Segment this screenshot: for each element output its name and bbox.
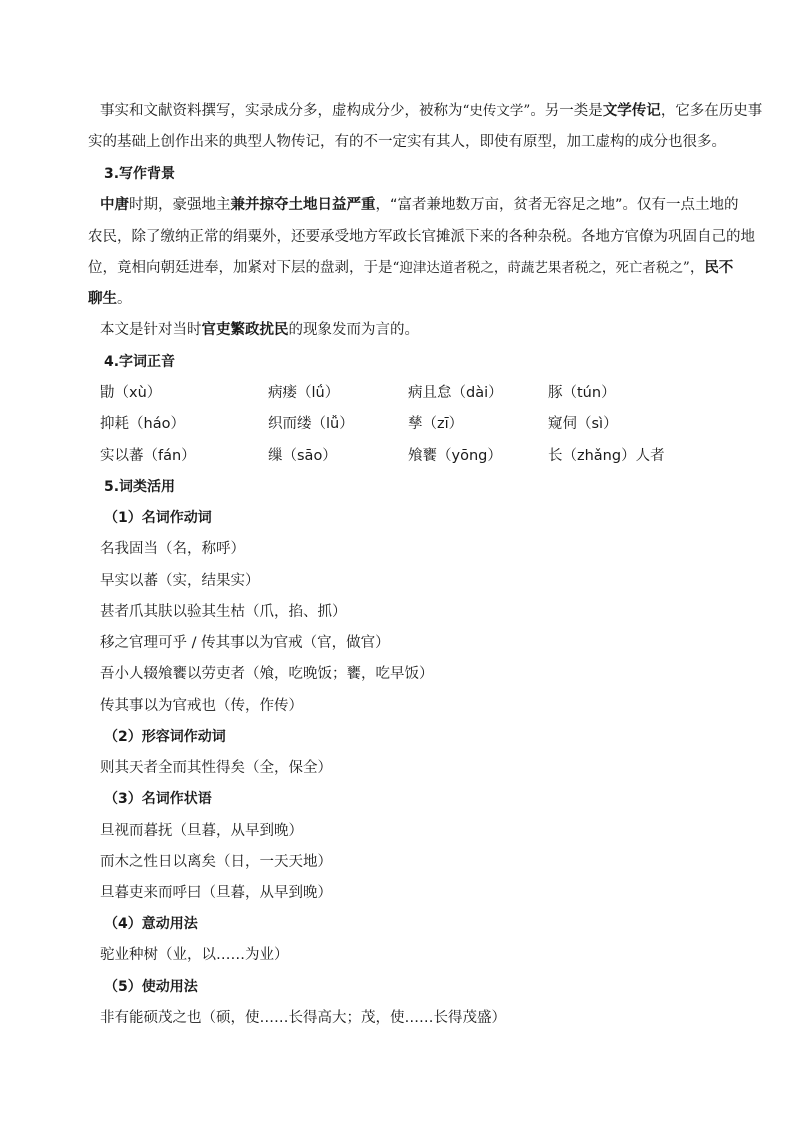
example-line: 早实以蕃（实，结果实） (100, 573, 260, 589)
example-line: 吾小人辍飧饔以劳吏者（飧，吃晚饭；饔，吃早饭） (100, 666, 434, 682)
example-line: 非有能硕茂之也（硕，使……长得高大；茂，使……长得茂盛） (100, 1010, 506, 1026)
subheading-causative-usage: （5）使动用法 (104, 979, 198, 995)
intro-text: 。另一类是 (530, 103, 603, 119)
pronunciation-item: 病瘘（lǘ） (268, 385, 340, 401)
para-text: ，“富者兼地数万亩，贫者无容足之地”。仅有一点土地的 (375, 197, 739, 213)
section-3-para-line-4 (88, 289, 132, 309)
intro-quote: “史传文学” (462, 103, 531, 119)
para-text: ， (689, 260, 705, 276)
para-text: 时期，豪强地主 (129, 197, 231, 213)
bold-term: 聊生 (88, 291, 117, 307)
bold-term: 民不 (704, 260, 734, 276)
pronunciation-item: 织而缕（lǚ） (268, 416, 354, 432)
intro-bold-term: 文学传记 (602, 103, 661, 119)
bold-term: 兼并掠夺土地日益严重 (230, 197, 376, 213)
pronunciation-item: 勖（xù） (100, 385, 162, 401)
para-text: 。 (117, 291, 132, 307)
example-line: 旦视而暮抚（旦暮，从早到晚） (100, 823, 303, 839)
section-3-para-line-3 (88, 258, 733, 278)
bold-term: 中唐 (100, 197, 129, 213)
pronunciation-item: 实以蕃（fán） (100, 448, 196, 464)
example-line: 甚者爪其肤以验其生枯（爪，掐、抓） (100, 604, 347, 620)
pronunciation-item: 病且怠（dài） (408, 385, 503, 401)
example-line: 则其天者全而其性得矣（全，保全） (100, 760, 332, 776)
intro-text: ，它多在历史事 (660, 103, 763, 119)
bold-term: 官吏繁政扰民 (201, 322, 289, 338)
pronunciation-item: 孳（zī） (408, 416, 464, 432)
section-4-heading: 4.字词正音 (104, 354, 176, 370)
para-text: 本文是针对当时 (100, 322, 202, 338)
para-text: 位，竟相向朝廷进奉，加紧对下层的盘剥，于是 (88, 260, 393, 276)
example-line: 驼业种树（业，以……为业） (100, 947, 289, 963)
subheading-putative-usage: （4）意动用法 (104, 916, 198, 932)
pronunciation-item: 长（zhǎng）人者 (548, 448, 665, 464)
example-line: 名我固当（名，称呼） (100, 541, 245, 557)
section-3-para-line-1 (100, 195, 739, 215)
pronunciation-item: 窥伺（sì） (548, 416, 618, 432)
subheading-noun-as-verb: （1）名词作动词 (104, 510, 212, 526)
pronunciation-item: 抑耗（háo） (100, 416, 185, 432)
subheading-noun-as-adverbial: （3）名词作状语 (104, 791, 212, 807)
para-quote: “迎津达道者税之，莳蔬艺果者税之，死亡者税之” (392, 260, 690, 276)
intro-text: 事实和文献资料撰写，实录成分多，虚构成分少，被称为 (100, 103, 463, 119)
intro-line-2: 实的基础上创作出来的典型人物传记，有的不一定实有其人，即使有原型，加工虚构的成分也很多。 (88, 134, 726, 150)
section-5-heading: 5.词类活用 (104, 479, 176, 495)
example-line: 传其事以为官戒也（传，作传） (100, 698, 303, 714)
pronunciation-item: 缫（sāo） (268, 448, 337, 464)
intro-line-1 (100, 101, 762, 121)
example-line: 而木之性日以离矣（日，一天天地） (100, 854, 332, 870)
pronunciation-item: 豚（tún） (548, 385, 616, 401)
section-3-heading: 3.写作背景 (104, 166, 176, 182)
example-line: 旦暮吏来而呼曰（旦暮，从早到晚） (100, 885, 332, 901)
section-3-para-2 (100, 320, 419, 340)
section-3-para-line-2: 农民，除了缴纳正常的绢粟外，还要承受地方军政长官摊派下来的各种杂税。各地方官僚为巩固自己的地 (88, 229, 755, 245)
pronunciation-item: 飧饔（yōng） (408, 448, 502, 464)
example-line: 移之官理可乎 / 传其事以为官戒（官，做官） (100, 635, 390, 651)
subheading-adjective-as-verb: （2）形容词作动词 (104, 729, 226, 745)
para-text: 的现象发而为言的。 (288, 322, 419, 338)
